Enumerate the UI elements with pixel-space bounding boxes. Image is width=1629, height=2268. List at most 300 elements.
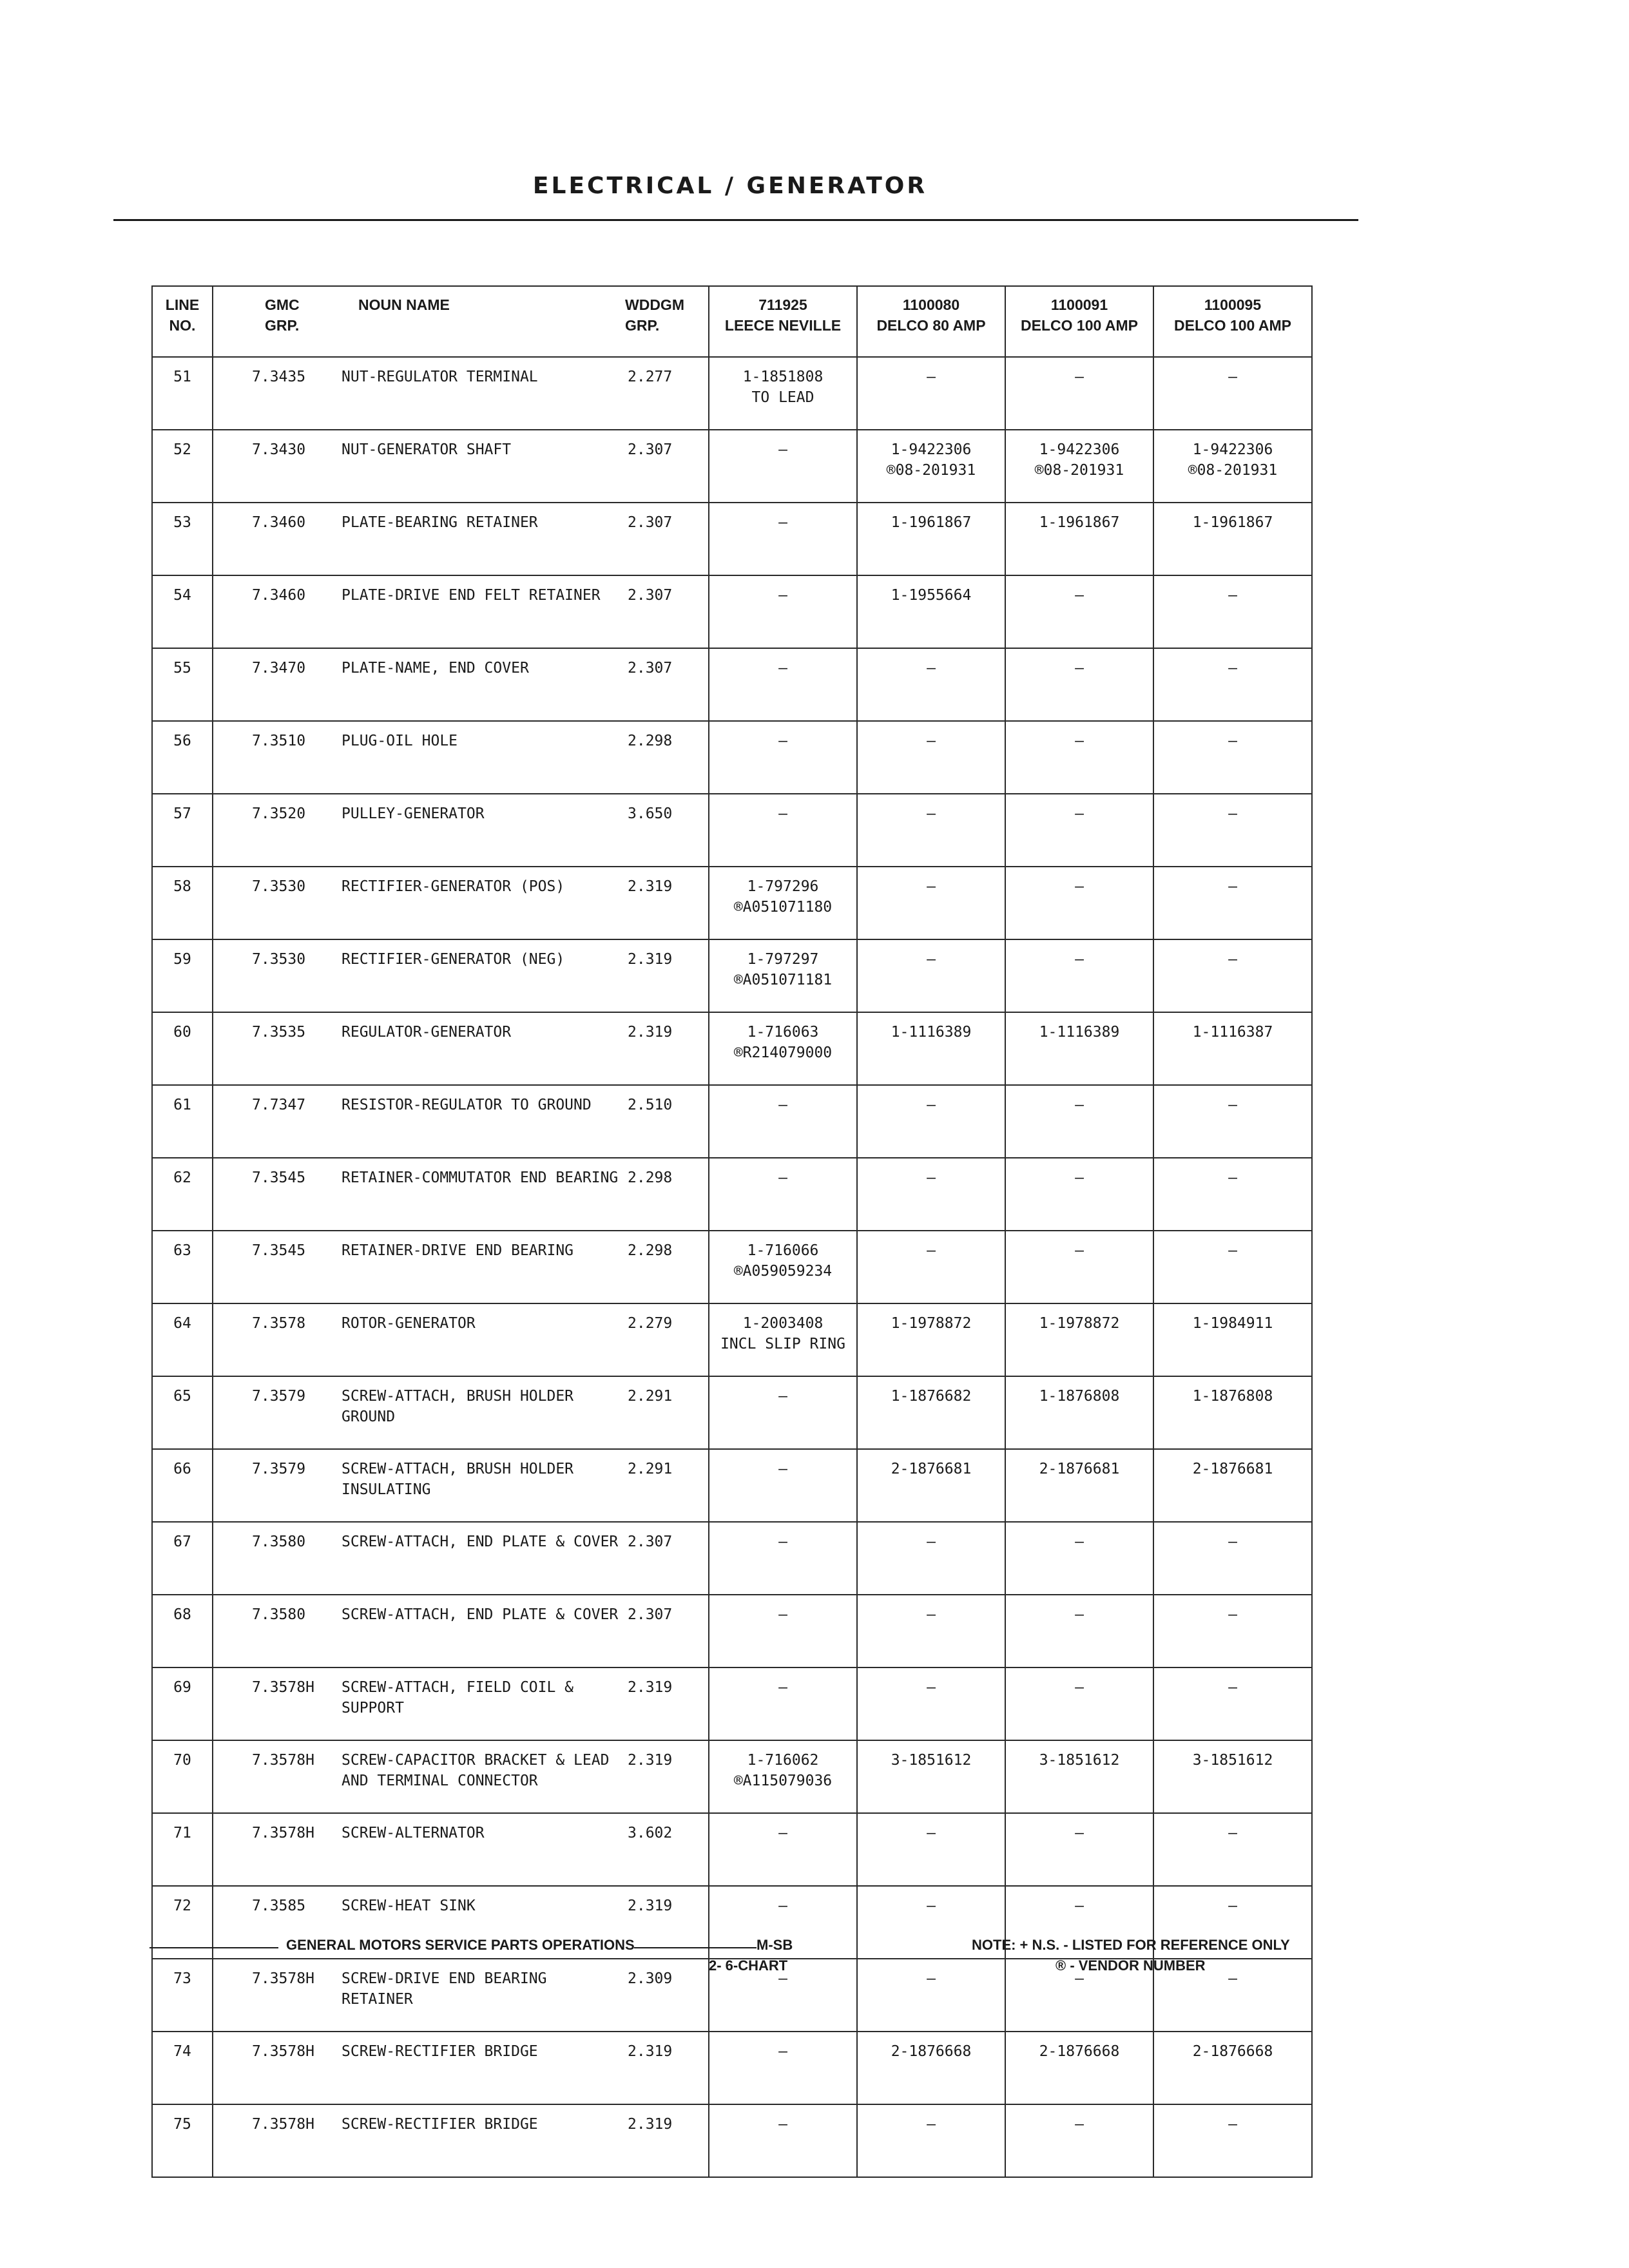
cell-vendor-1: [709, 1813, 857, 1886]
cell-gmc-grp: 7.3530: [213, 867, 339, 939]
part-number-line: —: [778, 514, 787, 531]
part-number-line: —: [927, 1169, 936, 1186]
part-number-line: ®A059059234: [733, 1263, 833, 1280]
cell-gmc-grp: 7.3545: [213, 1158, 339, 1231]
part-number-line: TO LEAD: [751, 389, 815, 406]
cell-wddgm-grp: 2.307: [625, 575, 709, 648]
table-row: [152, 1231, 1312, 1303]
table-row: [152, 2104, 1312, 2177]
cell-noun-name: SCREW-ATTACH, FIELD COIL & SUPPORT: [339, 1667, 625, 1740]
part-number-line: —: [927, 733, 936, 749]
table-row: [152, 721, 1312, 794]
cell-vendor-3: [1005, 939, 1153, 1012]
header-gmc-grp: GMC GRP.: [213, 286, 339, 357]
part-number-line: 1-797297: [747, 951, 819, 968]
cell-vendor-2: [857, 721, 1005, 794]
cell-wddgm-grp: 2.319: [625, 867, 709, 939]
cell-vendor-4: [1153, 575, 1312, 648]
cell-vendor-1: [709, 648, 857, 721]
part-number-line: —: [1075, 1606, 1084, 1623]
cell-wddgm-grp: 2.298: [625, 721, 709, 794]
cell-gmc-grp: 7.3578H: [213, 1959, 339, 2032]
cell-vendor-1: [709, 357, 857, 430]
part-number-line: —: [927, 1097, 936, 1113]
cell-gmc-grp: 7.3460: [213, 575, 339, 648]
parts-table: [151, 285, 1313, 2178]
table-header-row: [152, 286, 1312, 357]
table-row: [152, 1740, 1312, 1813]
cell-wddgm-grp: 2.277: [625, 357, 709, 430]
header-vendor-711925: 711925 LEECE NEVILLE: [709, 286, 857, 357]
part-number-line: —: [778, 1606, 787, 1623]
cell-vendor-3: [1005, 1740, 1153, 1813]
cell-noun-name: SCREW-DRIVE END BEARING RETAINER: [339, 1959, 625, 2032]
part-number-line: 1-1984911: [1192, 1315, 1273, 1332]
cell-vendor-4: [1153, 1303, 1312, 1376]
cell-line-no: 57: [152, 794, 213, 867]
cell-vendor-4: [1153, 357, 1312, 430]
cell-gmc-grp: 7.3535: [213, 1012, 339, 1085]
part-number-line: 1-1876808: [1192, 1388, 1273, 1405]
cell-line-no: 69: [152, 1667, 213, 1740]
cell-wddgm-grp: 3.602: [625, 1813, 709, 1886]
part-number-line: 1-9422306: [1039, 441, 1120, 458]
part-number-line: —: [778, 1970, 787, 1987]
cell-noun-name: PLUG-OIL HOLE: [339, 721, 625, 794]
part-number-line: ®A115079036: [733, 1773, 833, 1789]
part-number-line: 1-2003408: [742, 1315, 824, 1332]
cell-line-no: 62: [152, 1158, 213, 1231]
cell-vendor-2: [857, 357, 1005, 430]
cell-line-no: 72: [152, 1886, 213, 1959]
cell-vendor-3: [1005, 1667, 1153, 1740]
part-number-line: —: [927, 878, 936, 895]
part-number-line: —: [927, 1679, 936, 1696]
part-number-line: —: [1228, 1679, 1237, 1696]
part-number-line: ®R214079000: [733, 1044, 833, 1061]
part-number-line: —: [1228, 1169, 1237, 1186]
part-number-line: 1-1116387: [1192, 1024, 1273, 1041]
cell-gmc-grp: 7.3520: [213, 794, 339, 867]
table-row: [152, 1303, 1312, 1376]
part-number-line: INCL SLIP RING: [720, 1336, 845, 1352]
part-number-line: —: [1228, 587, 1237, 604]
part-number-line: —: [1228, 1606, 1237, 1623]
cell-gmc-grp: 7.3578H: [213, 1813, 339, 1886]
part-number-line: —: [1228, 805, 1237, 822]
part-number-line: —: [778, 2043, 787, 2060]
cell-vendor-2: [857, 430, 1005, 503]
part-number-line: —: [1228, 951, 1237, 968]
cell-vendor-1: [709, 1231, 857, 1303]
cell-vendor-4: [1153, 1376, 1312, 1449]
cell-noun-name: RECTIFIER-GENERATOR (POS): [339, 867, 625, 939]
cell-noun-name: RETAINER-DRIVE END BEARING: [339, 1231, 625, 1303]
cell-vendor-3: [1005, 1449, 1153, 1522]
cell-vendor-3: [1005, 430, 1153, 503]
cell-gmc-grp: 7.3545: [213, 1231, 339, 1303]
cell-gmc-grp: 7.3530: [213, 939, 339, 1012]
cell-vendor-4: [1153, 1740, 1312, 1813]
cell-vendor-3: [1005, 1085, 1153, 1158]
page-footer: [0, 1937, 1629, 1982]
table-row: [152, 1449, 1312, 1522]
footer-rule-right: [634, 1947, 757, 1948]
cell-vendor-1: [709, 867, 857, 939]
part-number-line: 1-716062: [747, 1752, 819, 1769]
cell-vendor-2: [857, 1303, 1005, 1376]
header-wddgm-grp: WDDGM GRP.: [625, 286, 709, 357]
cell-noun-name: NUT-GENERATOR SHAFT: [339, 430, 625, 503]
cell-noun-name: PULLEY-GENERATOR: [339, 794, 625, 867]
part-number-line: 3-1851612: [1192, 1752, 1273, 1769]
cell-gmc-grp: 7.3585: [213, 1886, 339, 1959]
cell-wddgm-grp: 2.319: [625, 939, 709, 1012]
cell-vendor-2: [857, 1231, 1005, 1303]
part-number-line: —: [778, 1898, 787, 1914]
table-row: [152, 575, 1312, 648]
cell-vendor-1: [709, 1085, 857, 1158]
part-number-line: 1-716063: [747, 1024, 819, 1041]
cell-vendor-2: [857, 575, 1005, 648]
part-number-line: 1-1876682: [891, 1388, 972, 1405]
table-row: [152, 430, 1312, 503]
cell-vendor-4: [1153, 721, 1312, 794]
header-vendor-1100091: 1100091 DELCO 100 AMP: [1005, 286, 1153, 357]
footer-section-code: M-SB: [757, 1937, 793, 1953]
cell-gmc-grp: 7.7347: [213, 1085, 339, 1158]
part-number-line: —: [1228, 1242, 1237, 1259]
part-number-line: —: [927, 1898, 936, 1914]
cell-vendor-3: [1005, 1012, 1153, 1085]
cell-wddgm-grp: 2.319: [625, 1667, 709, 1740]
part-number-line: —: [778, 1388, 787, 1405]
cell-vendor-2: [857, 503, 1005, 575]
part-number-line: —: [1075, 733, 1084, 749]
cell-noun-name: PLATE-DRIVE END FELT RETAINER: [339, 575, 625, 648]
header-vendor-1100080: 1100080 DELCO 80 AMP: [857, 286, 1005, 357]
cell-wddgm-grp: 2.307: [625, 503, 709, 575]
part-number-line: —: [927, 369, 936, 385]
cell-noun-name: SCREW-RECTIFIER BRIDGE: [339, 2104, 625, 2177]
part-number-line: 1-1978872: [1039, 1315, 1120, 1332]
part-number-line: —: [927, 805, 936, 822]
cell-vendor-3: [1005, 1303, 1153, 1376]
cell-vendor-3: [1005, 648, 1153, 721]
cell-line-no: 59: [152, 939, 213, 1012]
part-number-line: 2-1876668: [1039, 2043, 1120, 2060]
part-number-line: —: [1075, 1825, 1084, 1841]
cell-vendor-2: [857, 1085, 1005, 1158]
cell-vendor-3: [1005, 1158, 1153, 1231]
cell-vendor-1: [709, 1376, 857, 1449]
cell-gmc-grp: 7.3430: [213, 430, 339, 503]
cell-line-no: 51: [152, 357, 213, 430]
part-number-line: —: [1075, 369, 1084, 385]
part-number-line: —: [927, 1242, 936, 1259]
header-line-no: LINE NO.: [152, 286, 213, 357]
part-number-line: 2-1876668: [891, 2043, 972, 2060]
cell-vendor-4: [1153, 1231, 1312, 1303]
cell-wddgm-grp: 2.307: [625, 1522, 709, 1595]
part-number-line: —: [1228, 1970, 1237, 1987]
part-number-line: 2-1876681: [1192, 1461, 1273, 1477]
cell-noun-name: SCREW-CAPACITOR BRACKET & LEAD AND TERMINAL CONNECTOR: [339, 1740, 625, 1813]
part-number-line: —: [1228, 733, 1237, 749]
part-number-line: —: [1075, 660, 1084, 677]
cell-vendor-1: [709, 1303, 857, 1376]
part-number-line: 1-1961867: [891, 514, 972, 531]
part-number-line: —: [1228, 1898, 1237, 1914]
cell-noun-name: RETAINER-COMMUTATOR END BEARING: [339, 1158, 625, 1231]
cell-noun-name: ROTOR-GENERATOR: [339, 1303, 625, 1376]
cell-vendor-3: [1005, 1813, 1153, 1886]
table-row: [152, 1813, 1312, 1886]
page-title: ELECTRICAL / GENERATOR: [532, 173, 928, 199]
part-number-line: —: [778, 1679, 787, 1696]
cell-wddgm-grp: 2.510: [625, 1085, 709, 1158]
part-number-line: —: [778, 1461, 787, 1477]
part-number-line: —: [927, 2116, 936, 2133]
cell-vendor-4: [1153, 867, 1312, 939]
cell-vendor-4: [1153, 1012, 1312, 1085]
cell-line-no: 52: [152, 430, 213, 503]
part-number-line: 1-797296: [747, 878, 819, 895]
cell-line-no: 58: [152, 867, 213, 939]
part-number-line: —: [927, 660, 936, 677]
cell-vendor-1: [709, 1667, 857, 1740]
part-number-line: 1-716066: [747, 1242, 819, 1259]
part-number-line: —: [1228, 660, 1237, 677]
cell-vendor-1: [709, 2104, 857, 2177]
cell-gmc-grp: 7.3578: [213, 1303, 339, 1376]
part-number-line: 1-1978872: [891, 1315, 972, 1332]
cell-vendor-3: [1005, 1231, 1153, 1303]
cell-line-no: 54: [152, 575, 213, 648]
part-number-line: —: [778, 1825, 787, 1841]
cell-vendor-2: [857, 1012, 1005, 1085]
cell-noun-name: NUT-REGULATOR TERMINAL: [339, 357, 625, 430]
cell-vendor-2: [857, 2032, 1005, 2104]
part-number-line: 1-1961867: [1039, 514, 1120, 531]
title-rule: [113, 219, 1358, 221]
cell-gmc-grp: 7.3578H: [213, 1740, 339, 1813]
footer-note: NOTE: + N.S. - LISTED FOR REFERENCE ONLY: [972, 1937, 1290, 1953]
cell-vendor-3: [1005, 503, 1153, 575]
part-number-line: —: [927, 1825, 936, 1841]
table-row: [152, 939, 1312, 1012]
part-number-line: —: [1075, 1242, 1084, 1259]
cell-wddgm-grp: 2.309: [625, 1959, 709, 2032]
cell-wddgm-grp: 2.319: [625, 2032, 709, 2104]
cell-noun-name: SCREW-RECTIFIER BRIDGE: [339, 2032, 625, 2104]
table-row: [152, 503, 1312, 575]
cell-vendor-4: [1153, 1522, 1312, 1595]
cell-gmc-grp: 7.3580: [213, 1595, 339, 1667]
cell-vendor-3: [1005, 357, 1153, 430]
part-number-line: —: [1075, 1533, 1084, 1550]
table-row: [152, 794, 1312, 867]
part-number-line: —: [1075, 1679, 1084, 1696]
cell-line-no: 71: [152, 1813, 213, 1886]
cell-wddgm-grp: 2.279: [625, 1303, 709, 1376]
cell-vendor-2: [857, 1522, 1005, 1595]
cell-vendor-2: [857, 1158, 1005, 1231]
cell-wddgm-grp: 2.319: [625, 1886, 709, 1959]
cell-vendor-3: [1005, 1595, 1153, 1667]
cell-vendor-1: [709, 939, 857, 1012]
cell-vendor-2: [857, 648, 1005, 721]
cell-line-no: 74: [152, 2032, 213, 2104]
cell-line-no: 70: [152, 1740, 213, 1813]
cell-wddgm-grp: 2.307: [625, 430, 709, 503]
cell-vendor-1: [709, 721, 857, 794]
cell-line-no: 53: [152, 503, 213, 575]
cell-vendor-3: [1005, 794, 1153, 867]
cell-line-no: 66: [152, 1449, 213, 1522]
part-number-line: —: [1075, 878, 1084, 895]
part-number-line: —: [1075, 1970, 1084, 1987]
part-number-line: —: [1228, 1097, 1237, 1113]
cell-gmc-grp: 7.3510: [213, 721, 339, 794]
cell-gmc-grp: 7.3578H: [213, 2032, 339, 2104]
cell-vendor-4: [1153, 1085, 1312, 1158]
cell-line-no: 64: [152, 1303, 213, 1376]
table-row: [152, 648, 1312, 721]
part-number-line: —: [1228, 1825, 1237, 1841]
cell-wddgm-grp: 2.298: [625, 1231, 709, 1303]
part-number-line: 2-1876668: [1192, 2043, 1273, 2060]
cell-wddgm-grp: 2.291: [625, 1376, 709, 1449]
cell-line-no: 73: [152, 1959, 213, 2032]
cell-vendor-2: [857, 867, 1005, 939]
cell-gmc-grp: 7.3579: [213, 1376, 339, 1449]
footer-vendor-legend: ® - VENDOR NUMBER: [1055, 1957, 1206, 1974]
cell-vendor-2: [857, 2104, 1005, 2177]
part-number-line: —: [1075, 1169, 1084, 1186]
cell-vendor-4: [1153, 939, 1312, 1012]
part-number-line: —: [778, 805, 787, 822]
part-number-line: —: [778, 441, 787, 458]
cell-wddgm-grp: 2.307: [625, 648, 709, 721]
cell-gmc-grp: 7.3580: [213, 1522, 339, 1595]
cell-vendor-4: [1153, 2032, 1312, 2104]
table-row: [152, 1158, 1312, 1231]
cell-wddgm-grp: 3.650: [625, 794, 709, 867]
table-row: [152, 1012, 1312, 1085]
cell-vendor-4: [1153, 1813, 1312, 1886]
cell-vendor-1: [709, 1012, 857, 1085]
cell-vendor-3: [1005, 1376, 1153, 1449]
part-number-line: —: [1075, 1898, 1084, 1914]
cell-line-no: 63: [152, 1231, 213, 1303]
cell-line-no: 65: [152, 1376, 213, 1449]
cell-noun-name: RECTIFIER-GENERATOR (NEG): [339, 939, 625, 1012]
table-row: [152, 867, 1312, 939]
cell-vendor-3: [1005, 1522, 1153, 1595]
cell-vendor-4: [1153, 2104, 1312, 2177]
cell-gmc-grp: 7.3579: [213, 1449, 339, 1522]
part-number-line: ®08-201931: [886, 462, 976, 479]
part-number-line: —: [1075, 587, 1084, 604]
cell-vendor-4: [1153, 503, 1312, 575]
part-number-line: —: [778, 660, 787, 677]
cell-vendor-2: [857, 1813, 1005, 1886]
part-number-line: —: [927, 1533, 936, 1550]
part-number-line: —: [778, 733, 787, 749]
cell-vendor-1: [709, 2032, 857, 2104]
cell-vendor-2: [857, 794, 1005, 867]
cell-vendor-4: [1153, 1158, 1312, 1231]
cell-vendor-1: [709, 503, 857, 575]
footer-rule-left: [149, 1947, 278, 1948]
cell-line-no: 61: [152, 1085, 213, 1158]
cell-vendor-2: [857, 1376, 1005, 1449]
cell-wddgm-grp: 2.298: [625, 1158, 709, 1231]
cell-line-no: 56: [152, 721, 213, 794]
part-number-line: —: [778, 1169, 787, 1186]
cell-vendor-1: [709, 794, 857, 867]
cell-line-no: 75: [152, 2104, 213, 2177]
parts-table-body: [152, 357, 1312, 2177]
part-number-line: 1-1851808: [742, 369, 824, 385]
cell-vendor-4: [1153, 648, 1312, 721]
cell-vendor-3: [1005, 2032, 1153, 2104]
table-row: [152, 1667, 1312, 1740]
cell-noun-name: RESISTOR-REGULATOR TO GROUND: [339, 1085, 625, 1158]
cell-vendor-3: [1005, 867, 1153, 939]
part-number-line: —: [778, 587, 787, 604]
part-number-line: 1-1116389: [1039, 1024, 1120, 1041]
part-number-line: —: [1228, 1533, 1237, 1550]
cell-vendor-4: [1153, 1667, 1312, 1740]
part-number-line: 1-1876808: [1039, 1388, 1120, 1405]
table-row: [152, 1376, 1312, 1449]
part-number-line: 2-1876681: [891, 1461, 972, 1477]
part-number-line: —: [1075, 951, 1084, 968]
cell-noun-name: REGULATOR-GENERATOR: [339, 1012, 625, 1085]
cell-vendor-2: [857, 1667, 1005, 1740]
cell-wddgm-grp: 2.319: [625, 1012, 709, 1085]
footer-page-number: 2- 6-CHART: [709, 1957, 788, 1974]
cell-vendor-1: [709, 1595, 857, 1667]
part-number-line: 1-9422306: [1192, 441, 1273, 458]
cell-gmc-grp: 7.3578H: [213, 1667, 339, 1740]
cell-wddgm-grp: 2.319: [625, 1740, 709, 1813]
cell-noun-name: SCREW-ATTACH, BRUSH HOLDER INSULATING: [339, 1449, 625, 1522]
cell-vendor-3: [1005, 721, 1153, 794]
part-number-line: 2-1876681: [1039, 1461, 1120, 1477]
cell-vendor-4: [1153, 794, 1312, 867]
part-number-line: 3-1851612: [1039, 1752, 1120, 1769]
cell-vendor-2: [857, 939, 1005, 1012]
footer-organization: GENERAL MOTORS SERVICE PARTS OPERATIONS: [286, 1937, 635, 1953]
cell-noun-name: SCREW-ATTACH, END PLATE & COVER: [339, 1522, 625, 1595]
part-number-line: ®08-201931: [1188, 462, 1278, 479]
cell-wddgm-grp: 2.291: [625, 1449, 709, 1522]
cell-vendor-2: [857, 1740, 1005, 1813]
cell-vendor-4: [1153, 1449, 1312, 1522]
cell-wddgm-grp: 2.307: [625, 1595, 709, 1667]
cell-line-no: 68: [152, 1595, 213, 1667]
part-number-line: ®08-201931: [1034, 462, 1124, 479]
header-noun-name: NOUN NAME: [339, 286, 625, 357]
part-number-line: —: [1228, 369, 1237, 385]
cell-gmc-grp: 7.3435: [213, 357, 339, 430]
table-row: [152, 357, 1312, 430]
table-row: [152, 2032, 1312, 2104]
cell-vendor-1: [709, 1158, 857, 1231]
